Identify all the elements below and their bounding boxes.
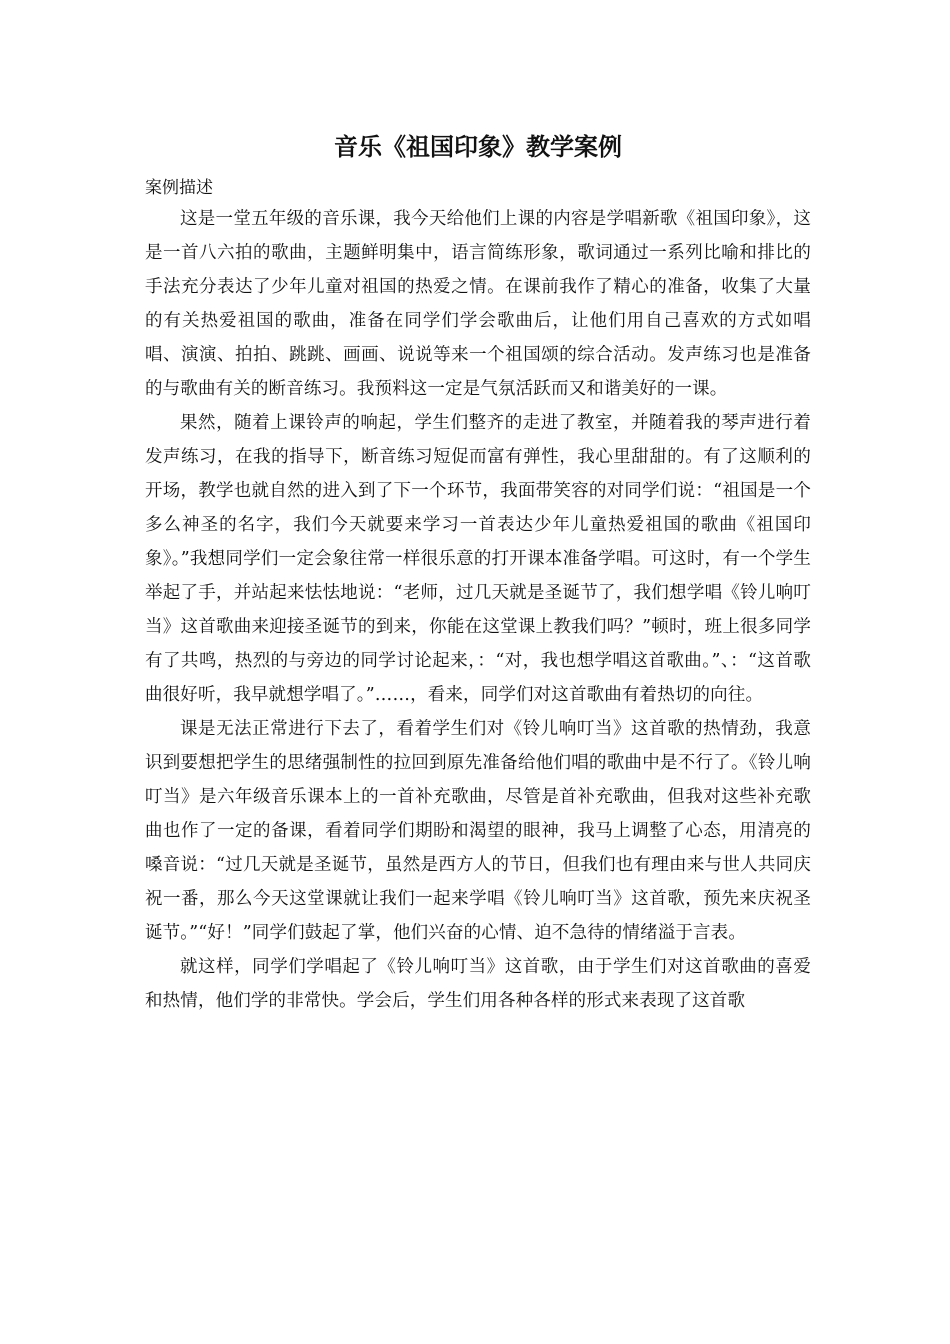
paragraph-4: 就这样，同学们学唱起了《铃儿响叮当》这首歌，由于学生们对这首歌曲的喜爱和热情，他们学的非常快。学会后，学生们用各种各样的形式来表现了这首歌	[145, 957, 811, 1011]
paragraph-3: 课是无法正常进行下去了，看着学生们对《铃儿响叮当》这首歌的热情劲，我意识到要想把学生的思绪强制性的拉回到原先准备给他们唱的歌曲中是不行了。《铃儿响叮当》是六年级音乐课本上的一首补充歌曲，尽管是首补充歌曲，但我对这些补充歌曲也作了一定的备课，看着同学们期盼和渴望的眼神，我马上调整了心态，用清亮的嗓音说：“过几天就是圣诞节，虽然是西方人的节日，但我们也有理由来与世人共同庆祝一番，那么今天这堂课就让我们一起来学唱《铃儿响叮当》这首歌，预先来庆祝圣诞节。”“好！”同学们鼓起了掌，他们兴奋的心情、迫不急待的情绪溢于言表。	[145, 719, 811, 943]
document-page	[145, 130, 811, 1018]
paragraph-1: 这是一堂五年级的音乐课，我今天给他们上课的内容是学唱新歌《祖国印象》，这是一首八六拍的歌曲，主题鲜明集中，语言简练形象，歌词通过一系列比喻和排比的手法充分表达了少年儿童对祖国的热爱之情。在课前我作了精心的准备，收集了大量的有关热爱祖国的歌曲，准备在同学们学会歌曲后，让他们用自己喜欢的方式如唱唱、演演、拍拍、跳跳、画画、说说等来一个祖国颂的综合活动。发声练习也是准备的与歌曲有关的断音练习。我预料这一定是气氛活跃而又和谐美好的一课。	[145, 209, 811, 399]
document-title: 音乐《祖国印象》教学案例	[334, 132, 622, 161]
section-label: 案例描述	[145, 178, 213, 198]
paragraph-2: 果然，随着上课铃声的响起，学生们整齐的走进了教室，并随着我的琴声进行着发声练习，在我的指导下，断音练习短促而富有弹性，我心里甜甜的。有了这顺利的开场，教学也就自然的进入到了下一个环节，我面带笑容的对同学们说：“祖国是一个多么神圣的名字，我们今天就要来学习一首表达少年儿童热爱祖国的歌曲《祖国印象》。”我想同学们一定会象往常一样很乐意的打开课本准备学唱。可这时，有一个学生举起了手，并站起来怯怯地说：“老师，过几天就是圣诞节了，我们想学唱《铃儿响叮当》这首歌曲来迎接圣诞节的到来，你能在这堂课上教我们吗？”顿时，班上很多同学有了共鸣，热烈的与旁边的同学讨论起来，：“对，我也想学唱这首歌曲。”、：“这首歌曲很好听，我早就想学唱了。”……，看来，同学们对这首歌曲有着热切的向往。	[145, 413, 811, 705]
